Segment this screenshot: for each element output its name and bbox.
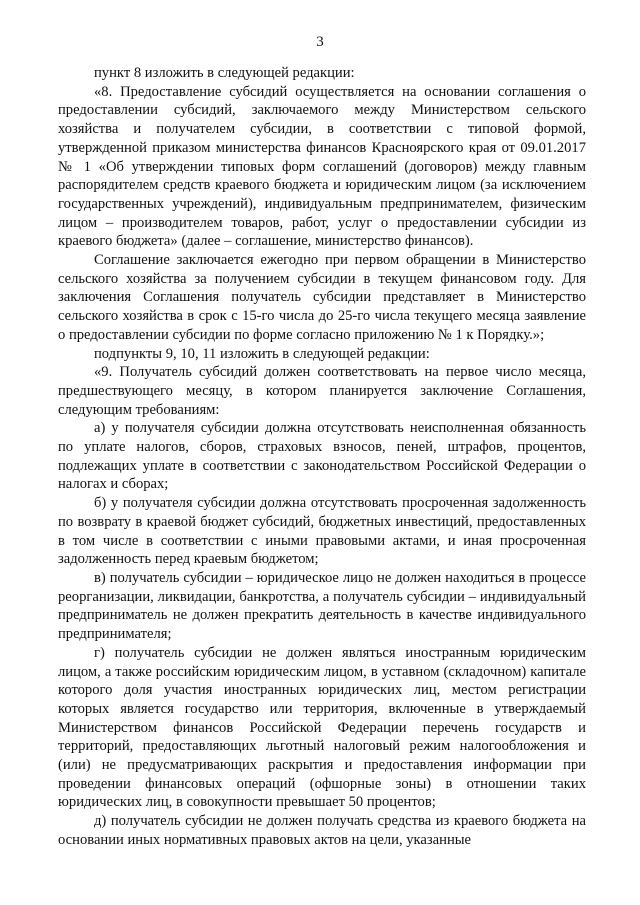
paragraph-point-8: «8. Предоставление субсидий осуществляется на основании соглашения о предоставлении субсидий, заключаемого между Министерством сельского хозяйства и получателем субсидии, в соответствии с типовой формой, утвержденной приказом министерства финансов Красноярского края от 09.01.2017 № 1 «Об утверждении типовых форм соглашений (договоров) между главным распорядителем средств краевого бюджета и юридическим лицом (за исключением государственных учреждений), индивидуальным предпринимателем, физическим лицом – производителем товаров, работ, услуг о предоставлении субсидии из краевого бюджета» (далее – соглашение, министерство финансов). (58, 83, 586, 250)
paragraph-agreement: Соглашение заключается ежегодно при первом обращении в Министерство сельского хозяйства за получением субсидии в текущем финансовом году. Для заключения Соглашения получатель субсидии представляет в Министерство сельского хозяйства в срок с 15-го числа до 25-го числа текущего месяца заявление о предоставлении субсидии по форме согласно приложению № 1 к Порядку.»; (58, 252, 586, 343)
paragraph-amend-subpoints: подпункты 9, 10, 11 изложить в следующей редакции: (94, 345, 430, 362)
paragraph-item-g: г) получатель субсидии не должен являться иностранным юридическим лицом, а также российским юридическим лицом, в уставном (складочном) капитале которого доля участия иностранных юридических лиц, местом регистрации которых является государство или территория, включенные в утверждаемый Министерством финансов Российской Федерации перечень государств и территорий, предоставляющих льготный налоговый режим налогообложения и (или) не предусматривающих раскрытия и предоставления информации при проведении финансовых операций (офшорные зоны) в отношении таких юридических лиц, в совокупности превышает 50 процентов; (58, 644, 586, 811)
paragraph-item-v: в) получатель субсидии – юридическое лицо не должен находиться в процессе реорганизации, ликвидации, банкротства, а получатель субсидии – индивидуальный предприниматель не должен прекратить деятельность в качестве индивидуального предпринимателя; (58, 569, 586, 643)
page-number: 3 (316, 34, 324, 50)
paragraph-item-a: а) у получателя субсидии должна отсутствовать неисполненная обязанность по уплате налогов, сборов, страховых взносов, пеней, штрафов, процентов, подлежащих уплате в соответствии с законодательством Российской Федерации о налогах и сборах; (58, 420, 586, 493)
paragraph-item-d: д) получатель субсидии не должен получать средства из краевого бюджета на основании иных нормативных правовых актов на цели, указанные (58, 813, 586, 848)
document-body (58, 64, 586, 850)
paragraph-amend-point-8: пункт 8 изложить в следующей редакции: (94, 65, 355, 81)
paragraph-item-b: б) у получателя субсидии должна отсутствовать просроченная задолженность по возврату в краевой бюджет субсидий, бюджетных инвестиций, предоставленных в том числе в соответствии с иными правовыми актами, и иная просроченная задолженность перед краевым бюджетом; (58, 495, 586, 568)
paragraph-point-9: «9. Получатель субсидий должен соответствовать на первое число месяца, предшествующего месяцу, в котором планируется заключение Соглашения, следующим требованиям: (58, 364, 586, 418)
